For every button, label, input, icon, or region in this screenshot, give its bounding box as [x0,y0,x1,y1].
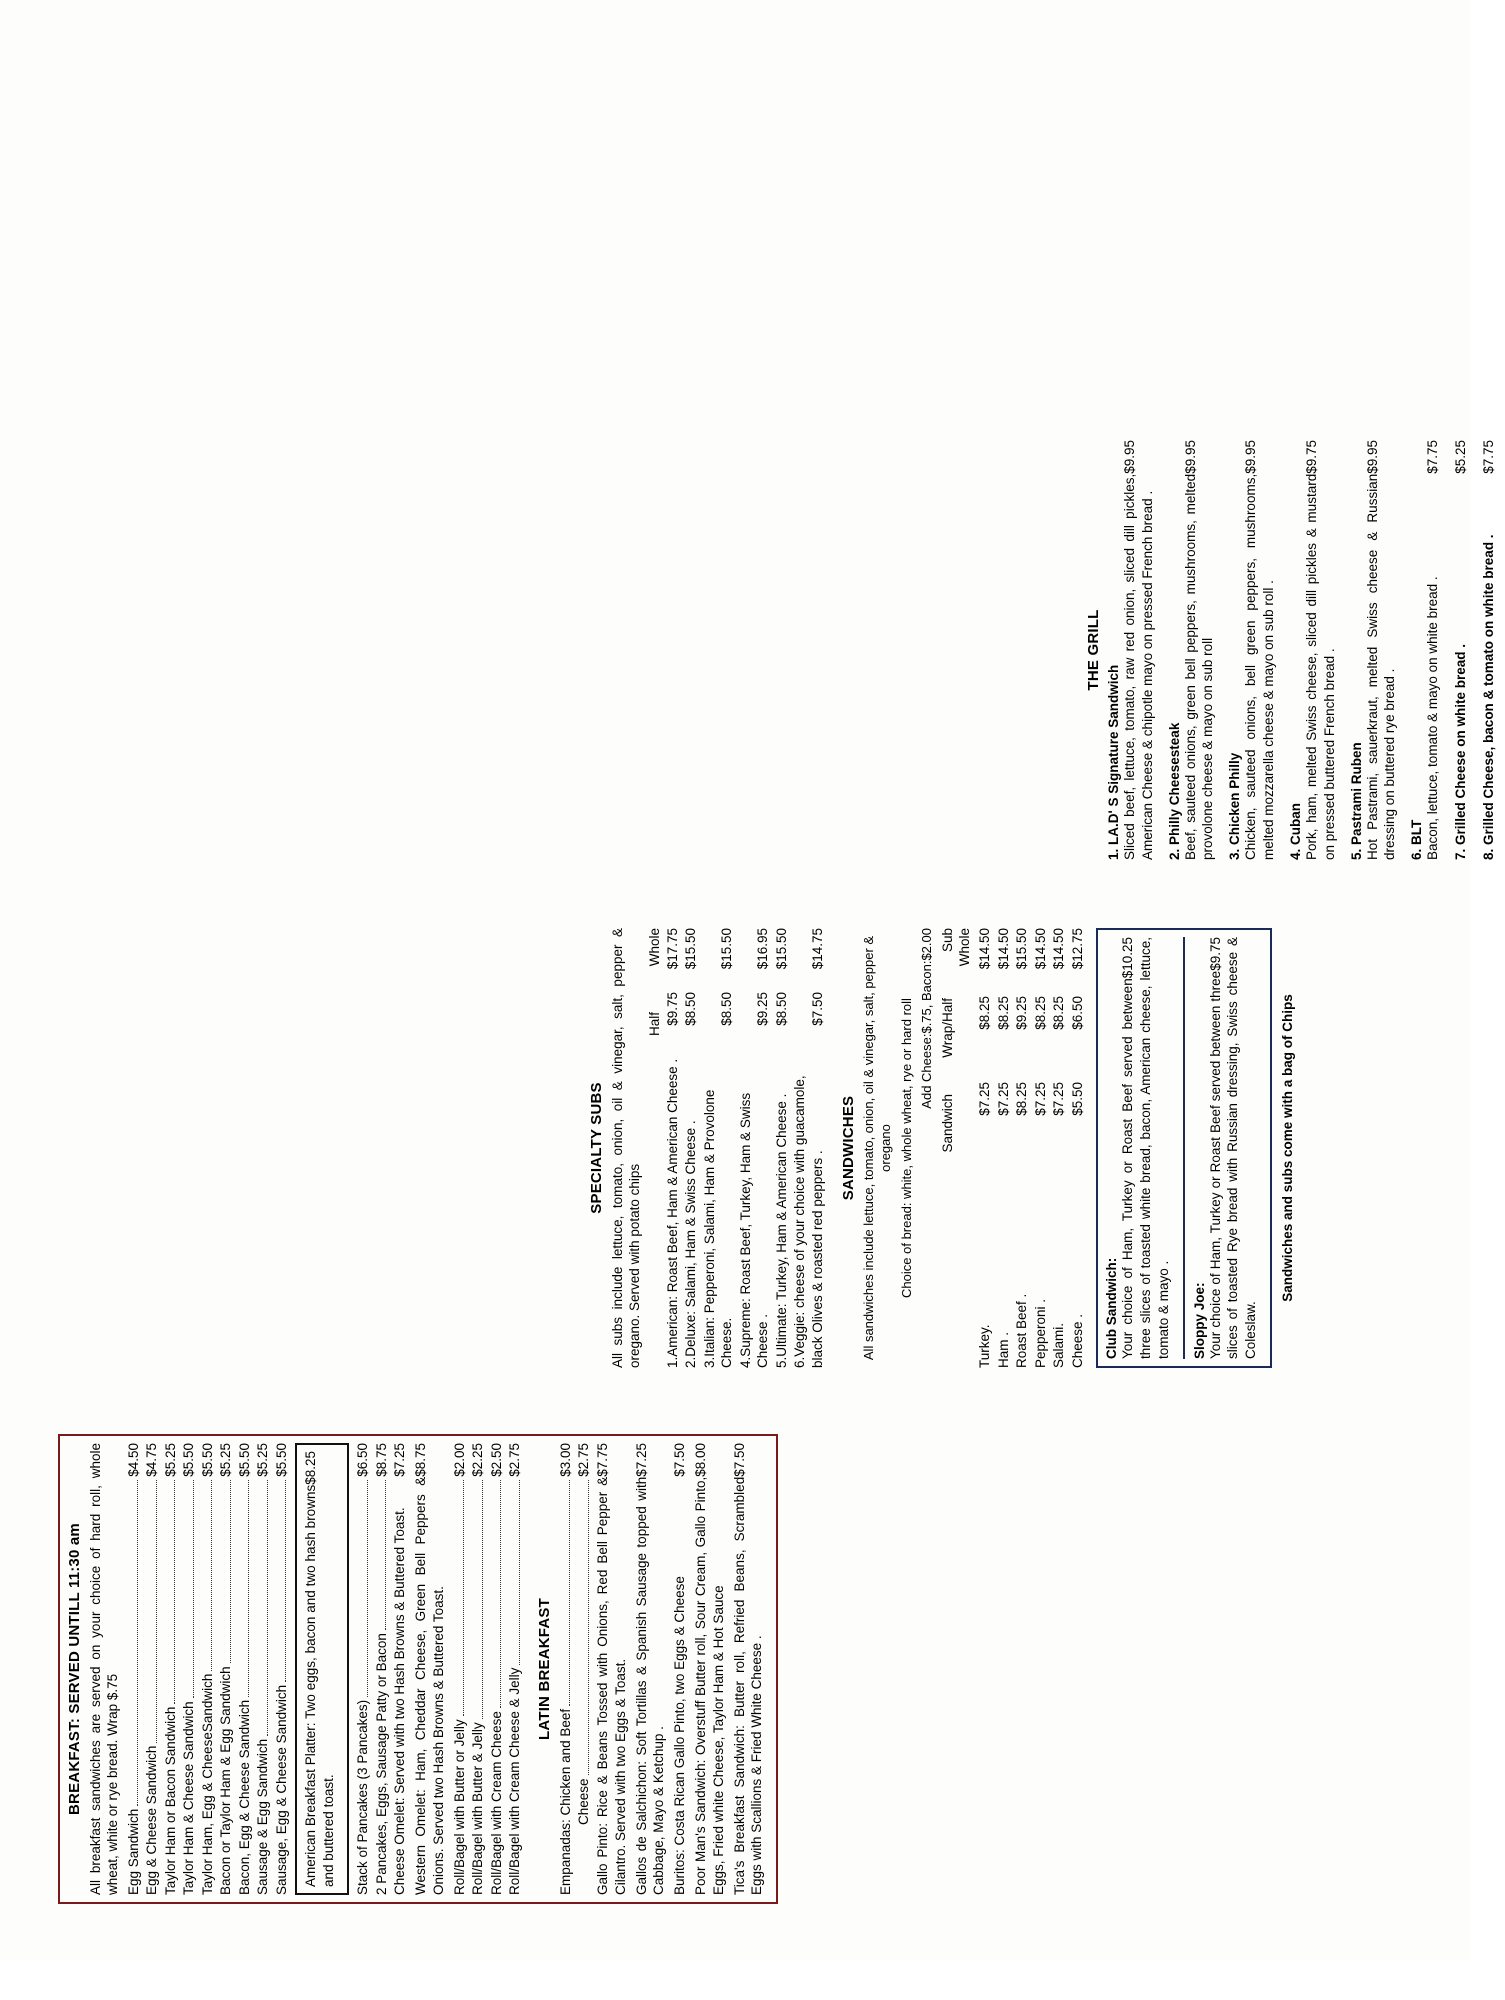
grill-item-title: 6. BLT [1409,819,1425,860]
club-sandwich [1104,937,1172,1359]
list-item: Bacon or Taylor Ham & Egg Sandwich $5.25 [218,1443,234,1895]
leader [136,1480,138,1806]
grill-item-title: 7. Grilled Cheese on white bread . [1452,643,1468,860]
subs-table-header: Half Whole [646,928,662,1037]
add-cheese-note: Add Cheese:$.75, Bacon:$2.00 [919,928,935,1109]
grill-item-desc-row: $9.75 Pork, ham, melted Swiss cheese, sliced dill pickles & mustard on pressed buttered French bread . [1303,440,1337,860]
list-item: $8.25 American Breakfast Platter: Two eggs, bacon and two hash browns and buttered toast. [303,1451,337,1887]
breakfast-items [125,1443,291,1895]
grill-item-desc-row: $5.25 7. Grilled Cheese on white bread . [1452,440,1468,860]
sandwiches-table-header: Sandwich Wrap/Half Sub [939,928,955,1153]
breakfast-title: BREAKFAST: SERVED UNTILL 11:30 am [66,1523,83,1815]
list-item: Sausage & Egg Sandwich $5.25 [255,1443,271,1895]
grill-item-title: 4. Cuban [1287,802,1303,860]
leader [173,1480,175,1704]
breakfast-note: All breakfast sandwiches are served on your choice of hard roll, whole wheat, white or rye bread. Wrap $.75 [88,1443,121,1895]
table-row: 3.Italian: Pepperoni, Salami, Ham & Provolone Cheese. $8.50 $15.50 [701,928,735,1368]
list-item: $7.75 Gallo Pinto: Rice & Beans Tossed with Onions, Red Bell Pepper & Cilantro. Served with two Eggs & Toast. [594,1443,628,1895]
grill-item-title: 5. Pastrami Ruben [1348,742,1364,860]
latin-items [557,1443,766,1895]
sloppy-joe-desc-row: $9.75 Your choice of Ham, Turkey or Roast Beef served between three slices of toasted Rye bread with Russian dressing, Swiss cheese & Coleslaw. [1207,937,1259,1359]
club-sloppy-box [1096,928,1272,1368]
table-row: 5.Ultimate: Turkey, Ham & American Cheese . $8.50 $15.50 [773,928,789,1368]
sandwiches-items [976,928,1086,1368]
subs-items [664,928,827,1368]
subs-sandwiches-column [588,928,1295,1368]
grill-item-title: 2. Philly Cheesesteak [1166,722,1182,860]
table-row: Cheese . $5.50 $6.50 $12.75 [1069,928,1085,1368]
list-item: $7.50 Buritos: Costa Rican Gallo Pinto, two Eggs & Cheese [672,1443,688,1895]
grill-item-desc-row: $9.95 Chicken, sauteed onions, bell green peppers, mushrooms, melted mozzarella cheese & mayo on sub roll . [1243,440,1277,860]
list-item: Sausage, Egg & Cheese Sandwich $5.50 [273,1443,289,1895]
breakfast-box [58,1434,778,1904]
table-row: Salami. $7.25 $8.25 $14.50 [1051,928,1067,1368]
sandwiches-note: All sandwiches include lettuce, tomato, onion, oil & vinegar, salt, pepper & oregano [861,935,894,1361]
grill-item-title: 3. Chicken Philly [1227,752,1243,860]
specialty-subs-title: SPECIALTY SUBS [588,1082,605,1214]
grill-item [1452,440,1470,860]
grill-item-desc-row: $7.75 8. Grilled Cheese, bacon & tomato on white bread . [1480,440,1496,860]
list-item: Egg Sandwich $4.50 [125,1443,141,1895]
list-item: Empanadas: Chicken and Beef $3.00 [557,1443,573,1895]
leader [587,1480,589,1776]
grill-item-desc-row: $9.95 Beef, sauteed onions, green bell peppers, mushrooms, melted provolone cheese & mayo on sub roll [1182,440,1216,860]
sandwiches-footer-note: Sandwiches and subs come with a bag of Chips [1280,994,1296,1302]
list-item: Egg & Cheese Sandwich $4.75 [144,1443,160,1895]
grill-item-desc-row: $7.75 Bacon, lettuce, tomato & mayo on white bread . [1425,440,1441,860]
grill-item-title: 8. Grilled Cheese, bacon & tomato on white bread . [1480,534,1496,860]
list-item: Roll/Bagel with Cream Cheese & Jelly $2.75 [507,1443,523,1895]
list-item: Taylor Ham & Cheese Sandwich $5.50 [181,1443,197,1895]
leader [266,1480,268,1736]
list-item: Roll/Bagel with Cream Cheese $2.50 [488,1443,504,1895]
grill-item [1409,440,1442,860]
leader [499,1480,501,1708]
sloppy-joe [1183,937,1260,1359]
breakfast-platter-box [295,1443,349,1895]
leader [192,1480,194,1699]
list-item: $8.00 Poor Man's Sandwich: Overstuff Butter roll, Sour Cream, Gallo Pinto, Eggs, Fried white Cheese, Taylor Ham & Hot Sauce [692,1443,726,1895]
grill-title: THE GRILL [1085,609,1102,691]
list-item: Roll/Bagel with Butter & Jelly $2.25 [470,1443,486,1895]
grill-item-desc-row: $9.95 Hot Pastrami, sauerkraut, melted Swiss cheese & Russian dressing on buttered rye bread . [1364,440,1398,860]
table-row: Turkey. $7.25 $8.25 $14.50 [976,928,992,1368]
leader [284,1480,286,1682]
list-item: 2 Pancakes, Eggs, Sausage Patty or Bacon $8.75 [373,1443,389,1895]
leader [462,1480,464,1717]
leader [518,1480,520,1665]
list-item: $8.75 Western Omelet: Ham, Cheddar Cheese, Green Bell Peppers & Onions. Served two Hash Browns & Buttered Toast. [412,1443,446,1895]
grill-item [1349,440,1400,860]
grill-item [1480,440,1498,860]
sandwiches-bread-note: Choice of bread: white, whole wheat, rye or hard roll [898,998,914,1298]
club-sandwich-desc-row: $10.25 Your choice of Ham, Turkey or Roast Beef served between three slices of toasted white bread, bacon, American cheese, lettuce, tomato & mayo . [1120,937,1171,1359]
table-row: 2.Deluxe: Salami, Ham & Swiss Cheese . $8.50 $15.50 [683,928,699,1368]
club-sandwich-title: Club Sandwich: [1104,1257,1120,1359]
leader [384,1480,386,1630]
list-item: Taylor Ham, Egg & CheeseSandwich $5.50 [199,1443,215,1895]
sandwiches-title: SANDWICHES [840,1095,858,1201]
list-item: Bacon, Egg & Cheese Sandwich $5.50 [236,1443,252,1895]
list-item: $7.50 Tica's Breakfast Sandwich: Butter roll, Refried Beans, Scrambled Eggs with Scallions & Fried White Cheese . [731,1443,765,1895]
breakfast-extra-items [354,1443,524,1895]
leader [247,1480,249,1697]
leader [481,1480,483,1720]
specialty-subs-note: All subs include lettuce, tomato, onion, oil & vinegar, salt, pepper & oregano. Served with potato chips [610,928,643,1368]
breakfast-column [58,1434,778,1904]
grill-item [1227,440,1278,860]
sandwiches-table-header-2: Whole [956,928,972,967]
leader [229,1480,231,1664]
grill-item-title: 1. LA.D' S Signature Sandwich [1106,664,1121,860]
table-row: Pepperoni . $7.25 $8.25 $14.50 [1032,928,1048,1368]
table-row: 4.Supreme: Roast Beef, Turkey, Ham & Swiss Cheese . $9.25 $16.95 [737,928,771,1368]
list-item: $7.25 Gallos de Salchichon: Soft Tortillas & Spanish Sausage topped with Cabbage, Mayo & Ketchup . [633,1443,667,1895]
table-row: 1.American: Roast Beef, Ham & American Cheese . $9.75 $17.75 [664,928,680,1368]
grill-item [1167,440,1218,860]
grill-item [1106,440,1157,860]
leader [568,1480,570,1706]
leader [210,1480,212,1671]
list-item: Taylor Ham or Bacon Sandwich $5.25 [162,1443,178,1895]
grill-item [1288,440,1339,860]
latin-breakfast-title: LATIN BREAKFAST [535,1598,553,1740]
leader [155,1480,157,1743]
table-row: Ham . $7.25 $8.25 $14.50 [995,928,1011,1368]
grill-column [1085,440,1505,860]
leader [366,1480,368,1697]
grill-item-desc-row: $9.95 Sliced beef, lettuce, tomato, raw red onion, sliced dill pickles, American Cheese & chipotle mayo on pressed French bread . [1122,440,1155,860]
list-item: Stack of Pancakes (3 Pancakes) $6.50 [355,1443,371,1895]
list-item: Cheese $2.75 [576,1443,592,1825]
list-item: Roll/Bagel with Butter or Jelly $2.00 [451,1443,467,1895]
sloppy-joe-title: Sloppy Joe: [1191,1282,1207,1359]
table-row: 6.Veggie: cheese of your choice with guacamole, black Olives & roasted red peppers . $7.50 $14.75 [792,928,825,1368]
list-item: $7.25 Cheese Omelet: Served with two Hash Browns & Buttered Toast. [392,1443,408,1895]
table-row: Roast Beef . $8.25 $9.25 $15.50 [1014,928,1030,1368]
